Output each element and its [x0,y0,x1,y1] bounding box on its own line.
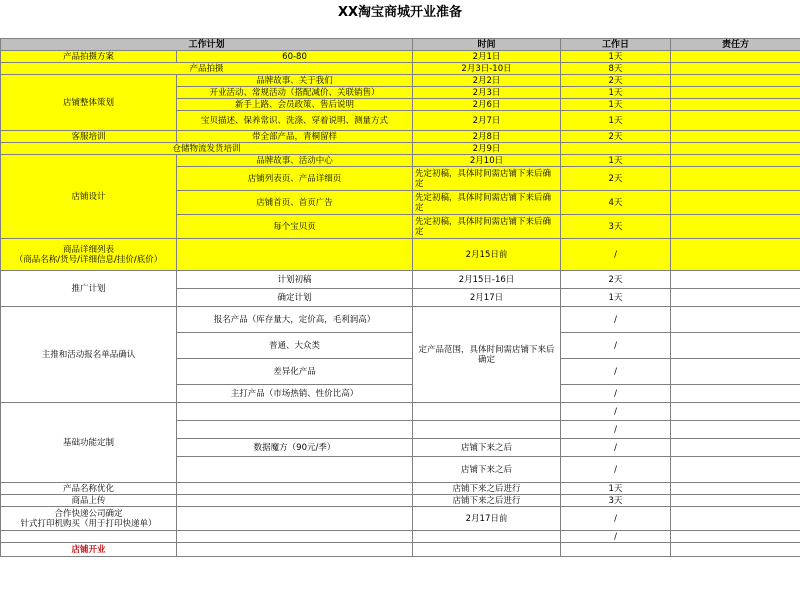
cell-subtask[interactable] [177,531,413,543]
cell-days[interactable]: 1天 [561,289,671,307]
cell-days[interactable]: 1天 [561,111,671,131]
cell-category[interactable]: 仓储物流发货培训 [1,143,413,155]
table-row [1,483,800,495]
cell-days[interactable]: 1天 [561,155,671,167]
cell-days[interactable]: / [561,531,671,543]
cell-days[interactable]: 2天 [561,271,671,289]
cell-owner[interactable] [671,439,800,457]
cell-subtask[interactable] [177,239,413,271]
cell-owner[interactable] [671,403,800,421]
cell-category[interactable]: 店铺开业 [1,543,177,557]
cell-subtask[interactable] [177,457,413,483]
cell-time[interactable]: 2月15日-16日 [413,271,561,289]
table-row [1,543,800,557]
cell-subtask[interactable]: 主打产品（市场热销、性价比高） [177,385,413,403]
sheet-title: XX淘宝商城开业准备 [337,5,463,20]
cell-days[interactable]: / [561,333,671,359]
cell-owner[interactable] [671,307,800,333]
cell-owner[interactable] [671,507,800,531]
cell-category[interactable]: 产品拍摄 [1,63,413,75]
cell-time[interactable]: 2月17日前 [413,507,561,531]
cell-time[interactable]: 定产品范围，具体时间需店铺下来后确定 [413,307,561,403]
cell-days[interactable] [561,143,671,155]
cell-time[interactable] [413,543,561,557]
cell-owner[interactable] [671,457,800,483]
table-row [1,63,800,75]
cell-subtask[interactable]: 新手上路、会员政策、售后说明 [177,99,413,111]
cell-owner[interactable] [671,531,800,543]
cell-subtask[interactable]: 每个宝贝页 [177,215,413,239]
cell-time[interactable]: 2月15日前 [413,239,561,271]
cell-days[interactable]: 1天 [561,483,671,495]
cell-subtask[interactable] [177,421,413,439]
cell-time[interactable]: 2月3日-10日 [413,63,561,75]
cell-days[interactable]: / [561,359,671,385]
cell-owner[interactable] [671,191,800,215]
cell-owner[interactable] [671,167,800,191]
cell-category[interactable]: 主推和活动报名单品确认 [1,307,177,403]
cell-owner[interactable] [671,239,800,271]
cell-days[interactable]: / [561,421,671,439]
table-row [1,131,800,143]
cell-category[interactable]: 合作快递公司确定 针式打印机购买（用于打印快递单） [1,507,177,531]
cell-time[interactable]: 先定初稿，具体时间需店铺下来后确定 [413,191,561,215]
header-days: 工作日 [561,39,671,51]
table-row [1,403,800,421]
cell-time[interactable]: 先定初稿，具体时间需店铺下来后确定 [413,167,561,191]
table-row [1,75,800,87]
cell-subtask[interactable]: 品牌故事、关于我们 [177,75,413,87]
cell-time[interactable]: 2月1日 [413,51,561,63]
cell-owner[interactable] [671,63,800,75]
cell-owner[interactable] [671,271,800,289]
cell-owner[interactable] [671,483,800,495]
cell-owner[interactable] [671,131,800,143]
table-row [1,271,800,289]
cell-category[interactable]: 产品拍摄方案 [1,51,177,63]
cell-subtask[interactable]: 60-80 [177,51,413,63]
cell-category[interactable]: 商品上传 [1,495,177,507]
cell-owner[interactable] [671,333,800,359]
cell-owner[interactable] [671,359,800,385]
cell-owner[interactable] [671,87,800,99]
cell-subtask[interactable] [177,403,413,421]
cell-subtask[interactable]: 计划初稿 [177,271,413,289]
cell-owner[interactable] [671,99,800,111]
table-row [1,531,800,543]
cell-category[interactable] [1,531,177,543]
cell-category[interactable]: 推广计划 [1,271,177,307]
cell-time[interactable]: 店铺下来之后 [413,439,561,457]
cell-time[interactable] [413,403,561,421]
table-row [1,51,800,63]
cell-time[interactable] [413,421,561,439]
cell-days[interactable] [561,543,671,557]
cell-days[interactable]: / [561,403,671,421]
cell-owner[interactable] [671,543,800,557]
table-row [1,507,800,531]
cell-days[interactable]: 2天 [561,75,671,87]
cell-category[interactable]: 基础功能定制 [1,403,177,483]
cell-time[interactable]: 店铺下来之后进行 [413,495,561,507]
cell-owner[interactable] [671,495,800,507]
cell-owner[interactable] [671,51,800,63]
cell-days[interactable]: 8天 [561,63,671,75]
cell-time[interactable]: 2月3日 [413,87,561,99]
cell-days[interactable]: 3天 [561,215,671,239]
cell-category[interactable]: 产品名称优化 [1,483,177,495]
cell-time[interactable]: 2月10日 [413,155,561,167]
cell-category[interactable]: 店铺整体策划 [1,75,177,131]
cell-subtask[interactable]: 宝贝描述、保养常识、洗涤、穿着说明、测量方式 [177,111,413,131]
cell-subtask[interactable] [177,507,413,531]
table-row [1,239,800,271]
header-time: 时间 [413,39,561,51]
cell-owner[interactable] [671,111,800,131]
cell-owner[interactable] [671,215,800,239]
table-row [1,155,800,167]
cell-days[interactable]: / [561,457,671,483]
cell-subtask[interactable]: 带全部产品，青桐留样 [177,131,413,143]
header-plan: 工作计划 [1,39,413,51]
cell-time[interactable]: 2月2日 [413,75,561,87]
cell-category[interactable]: 客服培训 [1,131,177,143]
cell-days[interactable]: 1天 [561,51,671,63]
cell-subtask[interactable]: 品牌故事、活动中心 [177,155,413,167]
cell-days[interactable]: 3天 [561,495,671,507]
cell-subtask[interactable]: 店铺列表页、产品详细页 [177,167,413,191]
cell-time[interactable]: 店铺下来之后 [413,457,561,483]
cell-owner[interactable] [671,421,800,439]
table-row [1,307,800,333]
cell-subtask[interactable]: 确定计划 [177,289,413,307]
cell-subtask[interactable]: 普通、大众类 [177,333,413,359]
cell-days[interactable]: 2天 [561,131,671,143]
cell-time[interactable]: 2月8日 [413,131,561,143]
cell-days[interactable]: / [561,239,671,271]
table-row [1,143,800,155]
cell-days[interactable]: / [561,439,671,457]
cell-time[interactable] [413,531,561,543]
cell-subtask[interactable]: 开业活动、常规活动（搭配减价、关联销售） [177,87,413,99]
cell-days[interactable]: 1天 [561,87,671,99]
cell-time[interactable]: 店铺下来之后进行 [413,483,561,495]
cell-owner[interactable] [671,143,800,155]
cell-time[interactable]: 2月9日 [413,143,561,155]
cell-category[interactable]: 店铺设计 [1,155,177,239]
cell-time[interactable]: 2月6日 [413,99,561,111]
cell-days[interactable]: / [561,307,671,333]
header-row [1,39,800,51]
cell-subtask[interactable] [177,543,413,557]
cell-subtask[interactable]: 报名产品（库存量大，定价高，毛利润高） [177,307,413,333]
cell-owner[interactable] [671,75,800,87]
cell-owner[interactable] [671,155,800,167]
header-owner: 责任方 [671,39,800,51]
cell-subtask[interactable]: 差异化产品 [177,359,413,385]
cell-time[interactable]: 2月17日 [413,289,561,307]
plan-table [0,38,800,557]
cell-time[interactable]: 2月7日 [413,111,561,131]
cell-category[interactable]: 商品详细列表 （商品名称/货号/详细信息/挂价/底价） [1,239,177,271]
cell-days[interactable]: / [561,507,671,531]
cell-days[interactable]: 4天 [561,191,671,215]
cell-owner[interactable] [671,289,800,307]
cell-days[interactable]: 2天 [561,167,671,191]
cell-time[interactable]: 先定初稿，具体时间需店铺下来后确定 [413,215,561,239]
cell-subtask[interactable]: 数据魔方（90元/季） [177,439,413,457]
cell-subtask[interactable] [177,495,413,507]
cell-subtask[interactable]: 店铺首页、首页广告 [177,191,413,215]
cell-days[interactable]: / [561,385,671,403]
table-row [1,495,800,507]
cell-subtask[interactable] [177,483,413,495]
cell-owner[interactable] [671,385,800,403]
cell-days[interactable]: 1天 [561,99,671,111]
